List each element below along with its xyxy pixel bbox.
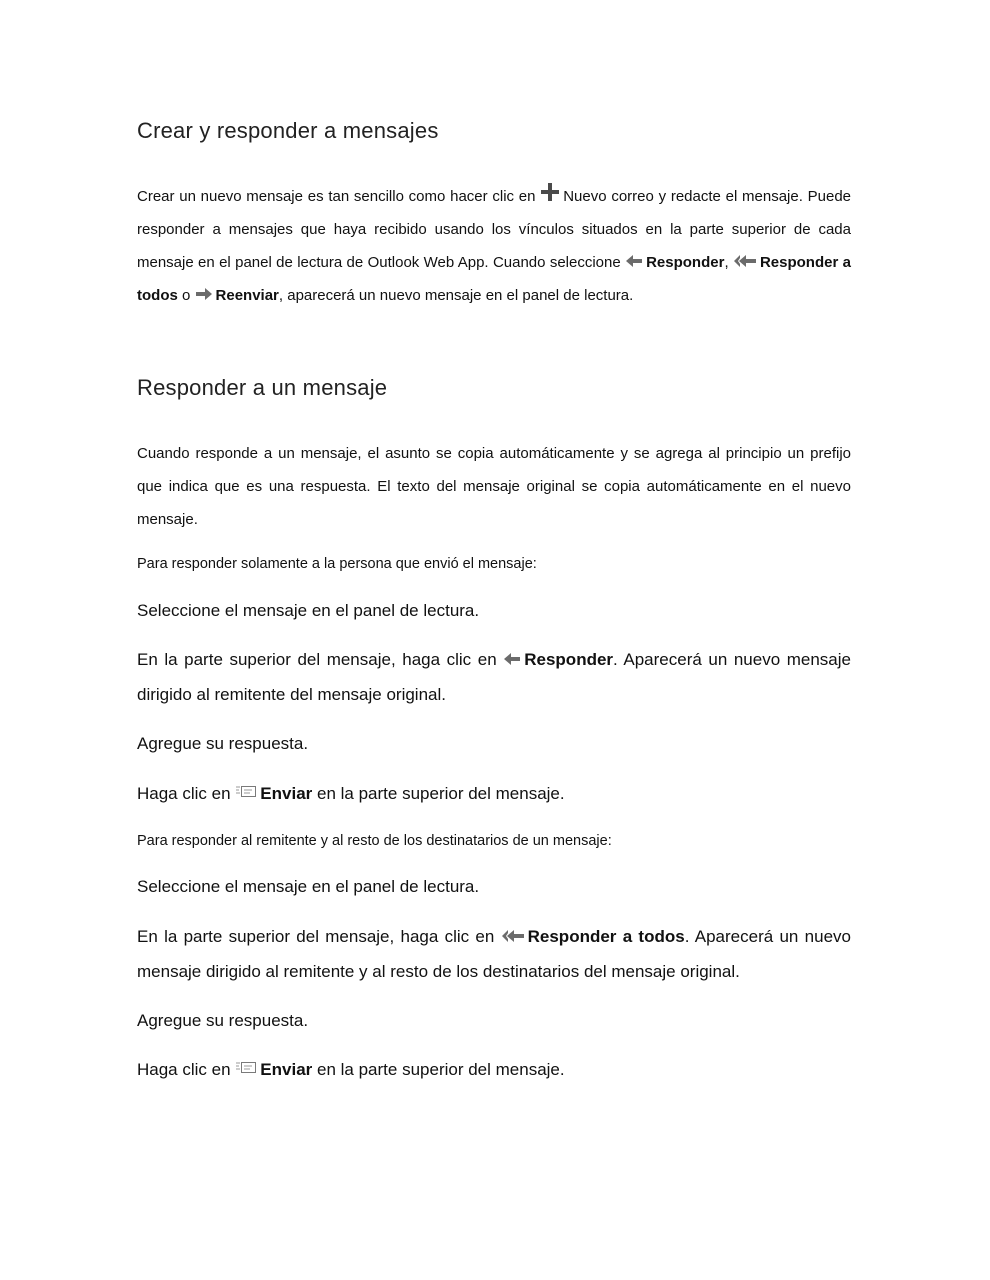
note-reply-sender: Para responder solamente a la persona que envió el mensaje: [137,556,537,572]
step-add-reply-1: Agregue su respuesta. [137,734,309,753]
plus-icon [540,182,560,202]
step8-text-a: Haga clic en [137,1060,231,1079]
intro-text-b: Puede responder a mensajes que haya recibido usando los vínculos situados en la parte superior de cada mensaje en el panel de lectura de Outlook Web App. Cuando seleccione [137,188,852,271]
or-word: o [182,287,191,304]
step8-send-label: Enviar [260,1060,313,1079]
send-icon [235,1060,257,1076]
step-click-reply [137,642,851,712]
step2-text-a: En la parte superior del mensaje, haga clic en [137,650,497,669]
reply-arrow-icon [503,652,521,666]
step-click-reply-all [137,919,851,989]
intro-new-mail: Nuevo correo y redacte el mensaje. [563,188,803,205]
forward-arrow-icon [195,287,213,301]
note-reply-all: Para responder al remitente y al resto de los destinatarios de un mensaje: [137,833,612,849]
intro-text-c: , aparecerá un nuevo mensaje en el panel de lectura. [278,287,634,304]
reply-all-arrow-icon [501,929,525,943]
step-click-send-1 [137,776,851,811]
intro-text-a: Crear un nuevo mensaje es tan sencillo como hacer clic en [137,188,536,205]
reply-all-arrow-icon [733,254,757,268]
send-icon [235,784,257,800]
step-select-message-2: Seleccione el mensaje en el panel de lectura. [137,877,480,896]
step-select-message-1: Seleccione el mensaje en el panel de lectura. [137,601,480,620]
section-heading-responder: Responder a un mensaje [137,375,388,400]
step-add-reply-2: Agregue su respuesta. [137,1011,309,1030]
reply-arrow-icon [625,254,643,268]
reply-all-label: Responder a todos [137,254,852,304]
step2-text-b: . Aparecerá un nuevo mensaje dirigido al remitente del mensaje original. [137,650,851,704]
step6-text-b: . Aparecerá un nuevo mensaje dirigido al remitente y al resto de los destinatarios del mensaje original. [137,927,851,981]
section-heading-crear: Crear y responder a mensajes [137,118,439,143]
comma: , [724,254,729,271]
step8-text-b: en la parte superior del mensaje. [317,1060,565,1079]
forward-label: Reenviar [215,287,279,304]
step6-reply-all-label: Responder a todos [527,927,685,946]
step-click-send-2 [137,1052,851,1087]
paragraph-reply-info: Cuando responde a un mensaje, el asunto se copia automáticamente y se agrega al principio un prefijo que indica que es una respuesta. El texto del mensaje original se copia automáticamente en el nuevo mensaje. [137,445,851,528]
step4-text-a: Haga clic en [137,784,231,803]
paragraph-intro [137,180,851,312]
reply-label: Responder [646,254,725,271]
step6-text-a: En la parte superior del mensaje, haga clic en [137,927,495,946]
step4-send-label: Enviar [260,784,313,803]
step4-text-b: en la parte superior del mensaje. [317,784,565,803]
step2-reply-label: Responder [524,650,614,669]
